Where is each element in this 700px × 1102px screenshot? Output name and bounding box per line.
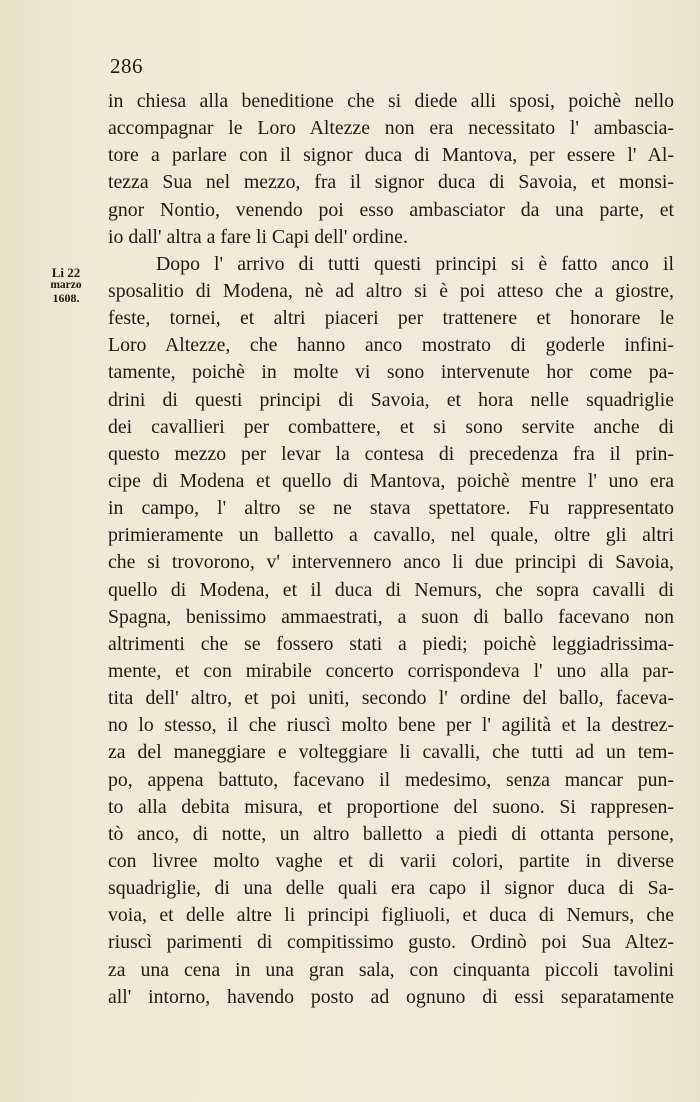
- text-line: io dall' altra a fare li Capi dell' ordine.: [108, 225, 408, 248]
- text-line: che si trovorono, v' intervennero anco li due principi di Savoia,: [108, 551, 674, 574]
- text-line: to alla debita misura, et proportione del suono. Si rappresen-: [108, 795, 674, 818]
- margin-note-year: 1608.: [52, 291, 80, 305]
- text-line: primieramente un balletto a cavallo, nel quale, oltre gli altri: [108, 524, 674, 547]
- text-line: za una cena in una gran sala, con cinquanta piccoli tavolini: [108, 958, 674, 981]
- text-line: cipe di Modena et quello di Mantova, poichè mentre l' uno era: [108, 469, 674, 492]
- text-line: voia, et delle altre li principi figliuoli, et duca di Nemurs, che: [108, 904, 674, 927]
- text-line: riuscì parimenti di compitissimo gusto. Ordinò poi Sua Altez-: [108, 931, 674, 954]
- text-line: con livree molto vaghe et di varii colori, partite in diverse: [108, 849, 674, 872]
- margin-note-day: Li 22: [51, 265, 81, 280]
- body-text: [108, 88, 674, 1011]
- text-line: tò anco, di notte, un altro balletto a piedi di ottanta persone,: [108, 822, 674, 845]
- margin-note-date: [34, 266, 98, 305]
- text-line: po, appena battuto, facevano il medesimo, senza mancar pun-: [108, 768, 674, 791]
- text-line: sposalitio di Modena, nè ad altro si è poi atteso che a giostre,: [108, 279, 674, 302]
- margin-note-month: marzo: [50, 279, 82, 291]
- text-line: Loro Altezze, che hanno anco mostrato di goderle infini-: [108, 334, 674, 357]
- text-line: altrimenti che se fossero stati a piedi; poichè leggiadrissima-: [108, 632, 674, 655]
- text-line: Spagna, benissimo ammaestrati, a suon di ballo facevano non: [108, 605, 674, 628]
- text-line: squadriglie, di una delle quali era capo il signor duca di Sa-: [108, 877, 674, 900]
- text-line: gnor Nontio, venendo poi esso ambasciator da una parte, et: [108, 198, 674, 221]
- text-line: dei cavallieri per combattere, et si sono servite anche di: [108, 415, 674, 438]
- text-line: questo mezzo per levar la contesa di precedenza fra il prin-: [108, 442, 674, 465]
- text-line: in chiesa alla beneditione che si diede alli sposi, poichè nello: [108, 90, 674, 112]
- paragraph-start-line: Dopo l' arrivo di tutti questi principi si è fatto anco il: [156, 252, 674, 275]
- text-line: tamente, poichè in molte vi sono intervenute hor come pa-: [108, 361, 674, 384]
- text-line: tore a parlare con il signor duca di Mantova, per essere l' Al-: [108, 144, 674, 167]
- text-line: quello di Modena, et il duca di Nemurs, che sopra cavalli di: [108, 578, 674, 601]
- page-number: 286: [110, 54, 143, 78]
- text-line: mente, et con mirabile concerto corrispondeva l' uno alla par-: [108, 659, 674, 682]
- text-line: tita dell' altro, et poi uniti, secondo l' ordine del ballo, faceva-: [108, 687, 674, 710]
- text-line: za del maneggiare e volteggiare li cavalli, che tutti ad un tem-: [108, 741, 674, 764]
- text-line: tezza Sua nel mezzo, fra il signor duca di Savoia, et monsi-: [108, 171, 674, 194]
- text-line: all' intorno, havendo posto ad ognuno di essi separatamente: [108, 985, 674, 1008]
- text-line: drini di questi principi di Savoia, et hora nelle squadriglie: [108, 388, 674, 411]
- text-line: feste, tornei, et altri piaceri per trattenere et honorare le: [108, 307, 674, 330]
- text-line: accompagnar le Loro Altezze non era necessitato l' ambascia-: [108, 117, 674, 140]
- text-line: in campo, l' altro se ne stava spettatore. Fu rappresentato: [108, 497, 674, 520]
- text-line: no lo stesso, il che riuscì molto bene per l' agilità et la destrez-: [108, 714, 674, 737]
